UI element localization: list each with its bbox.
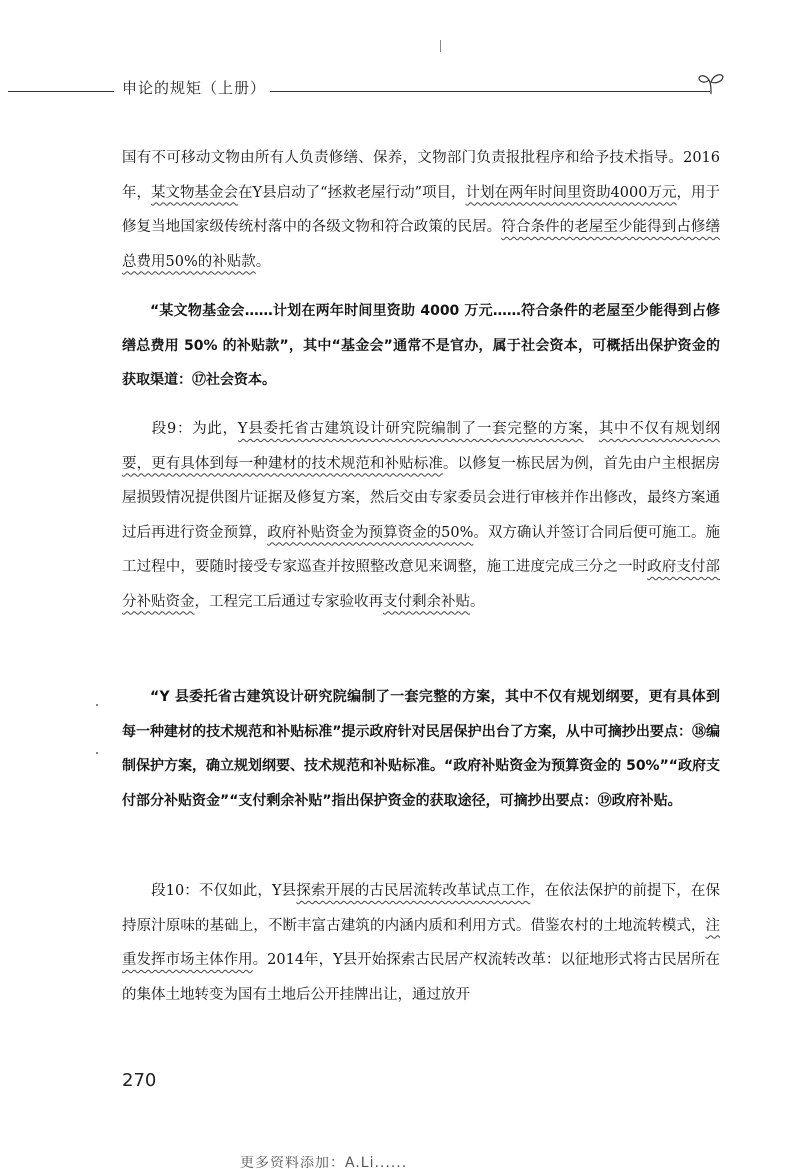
text-run: 段9：为此， [151, 421, 238, 437]
analysis-text: “某文物基金会……计划在两年时间里资助 4000 万元……符合条件的老屋至少能得到占修缮总费用 50% 的补贴款”，其中“基金会”通常不是官办，属于社会资本，可概括出保护资金的获取渠道：⑰社会资本。 [122, 303, 720, 388]
underlined-phrase: 符合条件的老屋至少能得到占修缮总费用50%的补贴款 [122, 219, 721, 270]
underlined-phrase: 其中不仅有规划纲要，更有具体到每一种建材的技术规范和补贴标准 [122, 421, 721, 472]
analysis-paragraph [122, 680, 720, 818]
text-run: 。双方确认并签订合同后便可施工。施工过程中，要随时接受专家巡查并按照整改意见来调整，施工进度完成三分之一时 [122, 524, 721, 575]
book-title: 申论的规矩（上册） [122, 79, 267, 97]
running-head [8, 74, 722, 104]
text-run: 在Y县启动了“拯救老屋行动”项目， [238, 184, 466, 201]
scan-mark [96, 752, 98, 754]
text-run: ，用于修复当地国家级传统村落中的各级文物和符合政策的民居。 [122, 184, 721, 235]
analysis-paragraph [122, 294, 720, 398]
analysis-text: “Y 县委托省古建筑设计研究院编制了一套完整的方案，其中不仅有规划纲要，更有具体到每一种建材的技术规范和补贴标准”提示政府针对民居保护出台了方案，从中可摘抄出要点：⑱编制保护方案，确立规划纲要、技术规范和补贴标准。“政府补贴资金为预算资金的 50%”“政府支付部分补贴资金”“支付剩余补贴”指出保护资金的获取途径，可摘抄出要点：⑲政府补贴。 [122, 689, 720, 809]
header-rule-left [8, 91, 114, 92]
footer-watermark-text: 更多资料添加：A.Li...... [240, 1156, 408, 1169]
scan-mark [440, 40, 441, 52]
footer-watermark [240, 1156, 470, 1169]
underlined-phrase: 政府补贴资金为预算资金的50% [267, 524, 474, 541]
underlined-phrase: 注重发挥市场主体作用 [122, 917, 720, 968]
text-run: 。 [255, 253, 271, 270]
underlined-phrase: Y县委托省古建筑设计研究院编制了一套完整的方案 [237, 421, 584, 437]
underlined-phrase: 支付剩余补贴 [383, 593, 470, 610]
text-run: ，工程完工后通过专家验收再 [194, 593, 383, 610]
header-rule-right [270, 91, 710, 92]
scan-mark [96, 704, 98, 706]
text-run: ， [583, 421, 599, 437]
text-run: 。以修复一栋民居为例，首先由户主根据房屋损毁情况提供图片证据及修复方案，然后交由专家委员会进行审核并作出修改，最终方案通过后再进行资金预算， [122, 455, 721, 541]
source-paragraph-10 [122, 874, 720, 1012]
paragraph-continuation [122, 141, 720, 279]
underlined-phrase: 计划在两年时间里资助4000万元 [465, 184, 677, 201]
text-run: 。2014年，Y县开始探索古民居产权流转改革：以征地形式将古民居所在的集体土地转变为国有土地后公开挂牌出让，通过放开 [122, 952, 720, 1003]
text-run: 段10：不仅如此，Y县 [151, 883, 297, 899]
underlined-phrase: 某文物基金会 [151, 184, 239, 201]
underlined-phrase: 政府支付部分补贴资金 [122, 559, 721, 610]
text-run: 。 [470, 593, 485, 610]
underlined-phrase: 探索开展的古民居流转改革试点工作 [296, 883, 531, 899]
page-number: 270 [122, 1070, 157, 1091]
text-run: ，在依法保护的前提下，在保持原汁原味的基础上，不断丰富古建筑的内涵内质和利用方式。借鉴农村的土地流转模式， [122, 883, 721, 934]
text-run: 国有不可移动文物由所有人负责修缮、保养，文物部门负责报批程序和给予技术指导。2016年， [122, 150, 720, 201]
source-paragraph-9 [122, 412, 720, 619]
sprout-icon [696, 68, 726, 98]
